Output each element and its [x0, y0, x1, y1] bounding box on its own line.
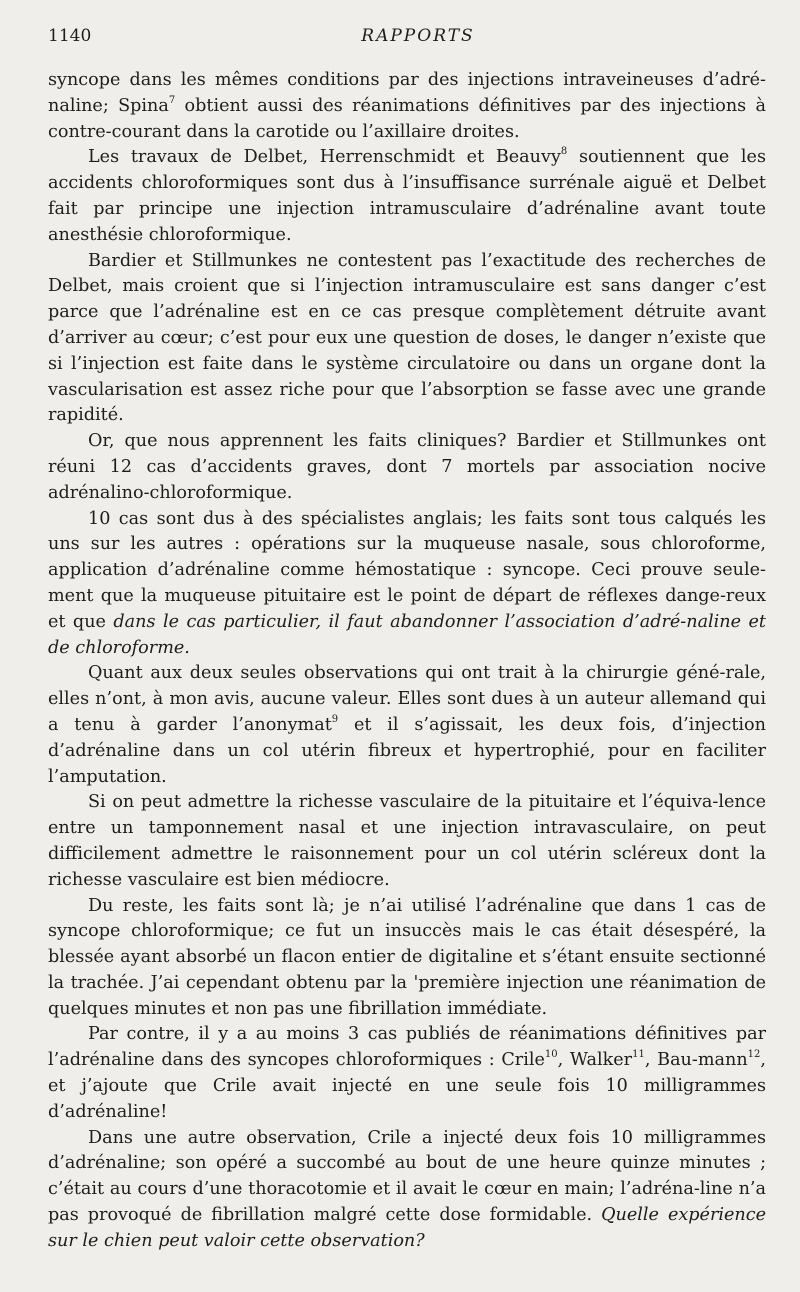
footnote-ref: 10 [544, 1049, 558, 1061]
footnote-ref: 12 [747, 1049, 761, 1061]
italic-emphasis: Quelle expérience sur le chien peut valoir cette observation? [48, 1205, 766, 1251]
paragraph-5: 10 cas sont dus à des spécialistes anglais; les faits sont tous calqués les uns sur les autres : opérations sur la muqueuse nasale, sous chloroforme, application d’adrénaline comme hémostatique : syncope. Ceci prouve seule-ment que la muqueuse pituitaire est le point de départ de réflexes dange-reux et que dans le cas particulier, il faut abandonner l’association d’adré-naline et de chloroforme. [48, 508, 766, 658]
paragraph-10: Dans une autre observation, Crile a injecté deux fois 10 milligrammes d’adrénaline; son opéré a succombé au bout de une heure quinze minutes ; c’était au cours d’une thoracotomie et il avait le cœur en main; l’adréna-line n’a pas provoqué de fibrillation malgré cette dose formidable. Quelle expérience sur le chien peut valoir cette observation? [48, 1127, 766, 1251]
footnote-ref: 7 [168, 94, 176, 106]
footnote-ref: 8 [560, 146, 568, 158]
page-header [48, 26, 768, 50]
body-text [48, 68, 766, 1255]
paragraph-3: Bardier et Stillmunkes ne contestent pas l’exactitude des recherches de Delbet, mais croient que si l’injection intramusculaire est sans danger c’est parce que l’adrénaline est en ce cas presque complètement détruite avant d’arriver au cœur; c’est pour eux une question de doses, le danger n’existe que si l’injection est faite dans le système circulatoire ou dans un organe dont la vascularisation est assez riche pour que l’absorption se fasse avec une grande rapidité. [48, 250, 766, 426]
page-number: 1140 [48, 26, 92, 46]
paragraph-9: Par contre, il y a au moins 3 cas publiés de réanimations définitives par l’adrénaline dans des syncopes chloroformiques : Crile$^{10}$, Walker$^{11}$, Bau-mann$^{12}$, et j’ajoute que Crile avait injecté en une seule fois 10 milligrammes d’adrénaline! [48, 1024, 766, 1122]
paragraph-7: Si on peut admettre la richesse vasculaire de la pituitaire et l’équiva-lence entre un tamponnement nasal et une injection intravasculaire, on peut difficilement admettre le raisonnement pour un col utérin scléreux dont la richesse vasculaire est bien médiocre. [48, 792, 766, 890]
paragraph-8: Du reste, les faits sont là; je n’ai utilisé l’adrénaline que dans 1 cas de syncope chloroformique; ce fut un insuccès mais le cas était désespéré, la blessée ayant absorbé un flacon entier de digitaline et s’étant ensuite sectionné la trachée. J’ai cependant obtenu par la 'première injection une réanimation de quelques minutes et non pas une fibrillation immédiate. [48, 895, 766, 1019]
running-title: RAPPORTS [361, 26, 475, 46]
footnote-ref: 11 [632, 1049, 645, 1061]
italic-emphasis: dans le cas particulier, il faut abandonner l’association d’adré-naline et de chloroforme. [48, 611, 766, 658]
footnote-ref: 9 [331, 713, 339, 725]
paragraph-2: Les travaux de Delbet, Herrenschmidt et Beauvy$^8$ soutiennent que les accidents chloroformiques sont dus à l’insuffisance surrénale aiguë et Delbet fait par principe une injection intramusculaire d’adrénaline avant toute anesthésie chloroformique. [48, 146, 767, 245]
paragraph-4: Or, que nous apprennent les faits cliniques? Bardier et Stillmunkes ont réuni 12 cas d’accidents graves, dont 7 mortels par association nocive adrénalino-chloroformique. [48, 431, 766, 503]
paragraph-1: syncope dans les mêmes conditions par des injections intraveineuses d’adré-naline; Spina$^7$ obtient aussi des réanimations définitives par des injections à contre-courant dans la carotide ou l’axillaire droites. [48, 70, 766, 142]
paragraph-6: Quant aux deux seules observations qui ont trait à la chirurgie géné-rale, elles n’ont, à mon avis, aucune valeur. Elles sont dues à un auteur allemand qui a tenu à garder l’anonymat$^9$ et il s’agissait, les deux fois, d’injection d’adrénaline dans un col utérin fibreux et hypertrophié, pour en faciliter l’amputation. [48, 663, 766, 787]
